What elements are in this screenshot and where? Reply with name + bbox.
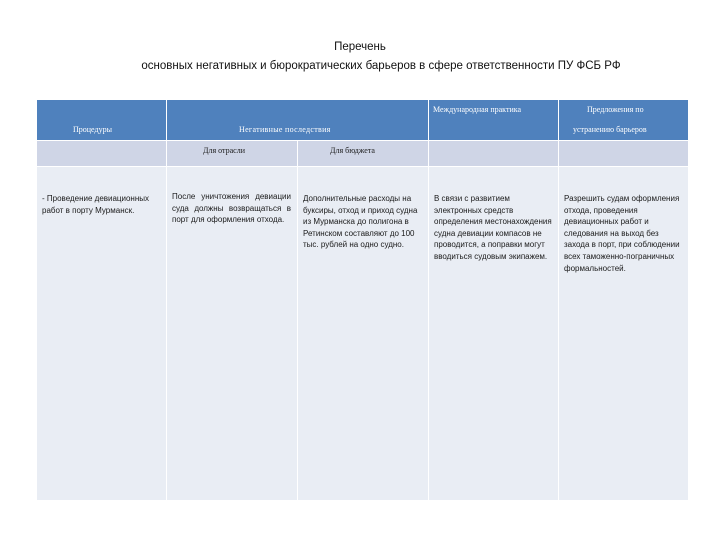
- table-row: [37, 167, 689, 501]
- header-row: [37, 100, 689, 141]
- cell-proposal: Разрешить судам оформления отхода, проведения девиационных работ и следования на выход без захода в порт, при соблюдении всех таможенно-пограничных формальностей.: [559, 167, 689, 501]
- subheader-empty-proposals: [559, 141, 689, 167]
- subheader-row: [37, 141, 689, 167]
- barriers-table: [36, 99, 689, 501]
- subheader-empty-international: [429, 141, 559, 167]
- subheader-budget: Для бюджета: [298, 141, 429, 167]
- title-line-1: Перечень: [334, 41, 386, 53]
- cell-international-practice: В связи с развитием электронных средств определения местонахождения судна девиации компасов не проводится, а поправки могут вводиться судовым экипажем.: [429, 167, 559, 501]
- cell-budget-consequence: Дополнительные расходы на буксиры, отход и приход судна из Мурманска до полигона в Ретинском составляют до 100 тыс. рублей на одно судно.: [298, 167, 429, 501]
- cell-industry-consequence: После уничтожения девиации суда должны возвращаться в порт для оформления отхода.: [167, 167, 298, 501]
- header-negative-consequences: Негативные последствия: [167, 100, 429, 141]
- header-proposals: Предложения по устранению барьеров: [559, 100, 689, 141]
- subheader-industry: Для отрасли: [167, 141, 298, 167]
- header-procedures: Процедуры: [37, 100, 167, 141]
- cell-procedure: - Проведение девиационных работ в порту Мурманск.: [37, 167, 167, 501]
- header-international-practice: Международная практика: [429, 100, 559, 141]
- title-line-2: основных негативных и бюрократических барьеров в сфере ответственности ПУ ФСБ РФ: [141, 60, 621, 72]
- subheader-empty-procedures: [37, 141, 167, 167]
- document-title: [0, 38, 720, 76]
